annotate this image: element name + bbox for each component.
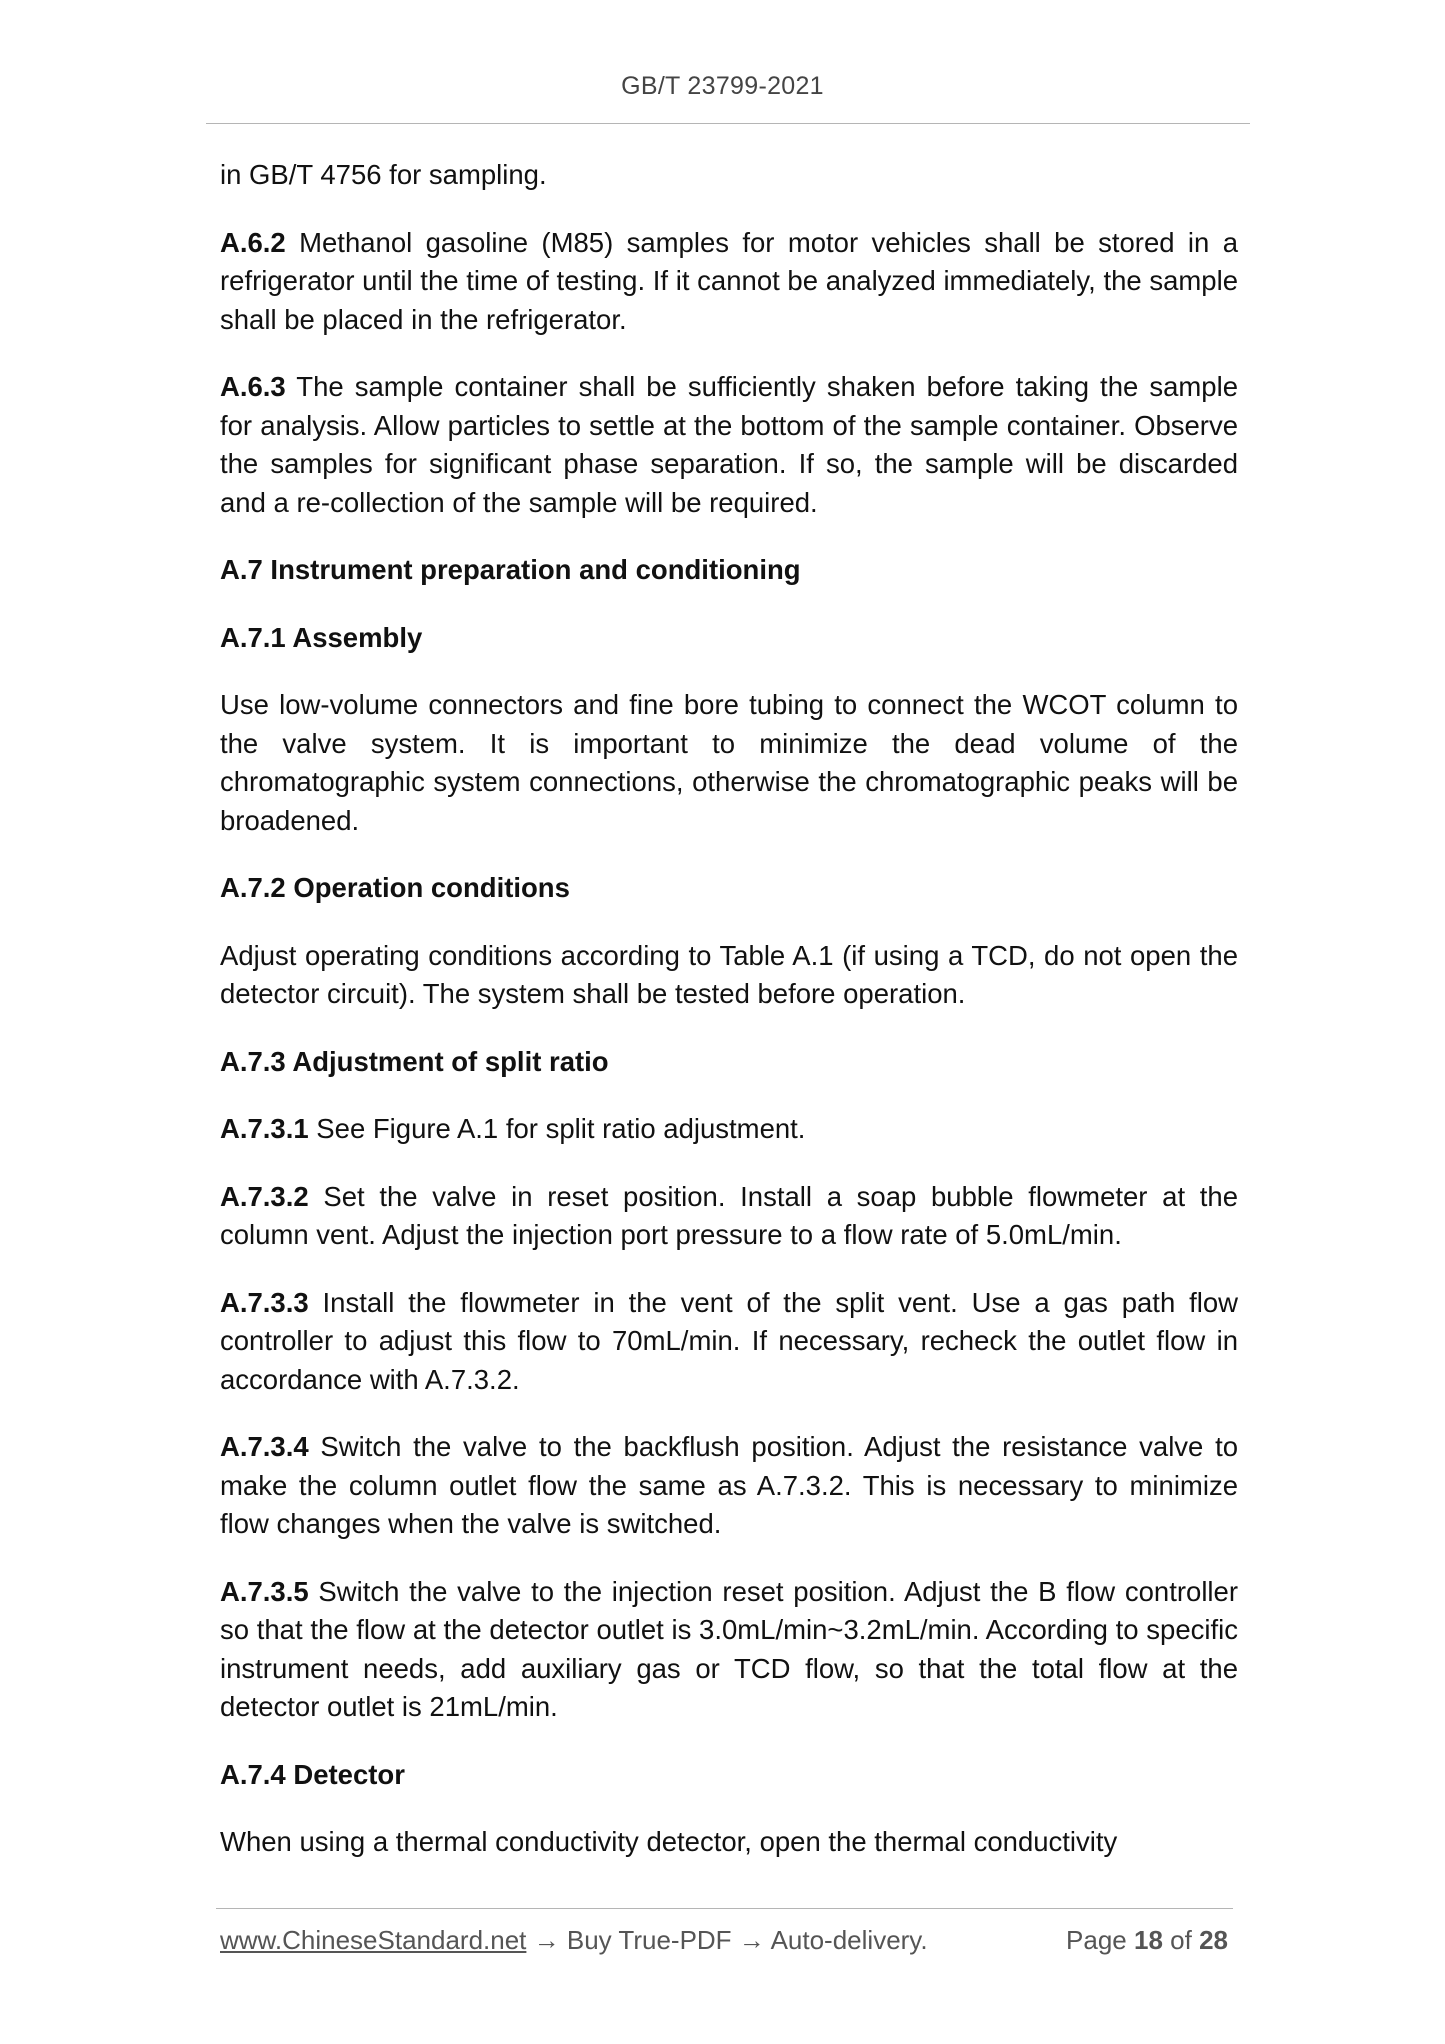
clause-number: A.7.3.5	[220, 1575, 309, 1607]
clause-a-7-3-1	[220, 1110, 1238, 1149]
page-indicator	[1066, 1925, 1228, 1956]
clause-number: A.7.3.2	[220, 1180, 309, 1212]
clause-text: The sample container shall be sufficiently shaken before taking the sample for analysis. Allow particles to settle at the bottom of the sample container. Observe the samples for significant phase separation. If so, the sample will be discarded and a re-collection of the sample will be required.	[220, 371, 1238, 518]
of-label: of	[1170, 1925, 1192, 1955]
clause-a-6-2	[220, 224, 1238, 340]
clause-a-7-3-5	[220, 1573, 1238, 1727]
clause-a-7-3-4	[220, 1428, 1238, 1544]
page-label: Page	[1066, 1925, 1127, 1955]
clause-text: Switch the valve to the injection reset position. Adjust the B flow controller so that the flow at the detector outlet is 3.0mL/min~3.2mL/min. According to specific instrument needs, add auxiliary gas or TCD flow, so that the total flow at the detector outlet is 21mL/min.	[220, 1575, 1238, 1722]
footer-promo	[220, 1925, 928, 1956]
total-pages-number: 28	[1199, 1925, 1228, 1955]
section-heading-a-7-1: A.7.1 Assembly	[220, 621, 423, 653]
clause-a-6-3	[220, 368, 1238, 522]
clause-text: See Figure A.1 for split ratio adjustment.	[308, 1113, 806, 1144]
paragraph-operation-conditions: Adjust operating conditions according to Table A.1 (if using a TCD, do not open the detector circuit). The system shall be tested before operation.	[220, 939, 1238, 1009]
clause-number: A.7.3.4	[220, 1431, 309, 1462]
clause-a-7-3-2	[220, 1178, 1238, 1255]
clause-a-7-3-3	[220, 1284, 1238, 1400]
section-heading-a-7-2: A.7.2 Operation conditions	[220, 872, 570, 903]
header-divider	[206, 123, 1250, 124]
clause-number: A.7.3.1	[220, 1113, 309, 1144]
clause-text: Set the valve in reset position. Install a soap bubble flowmeter at the column vent. Adjust the injection port pressure to a flow rate of 5.0mL/min.	[220, 1180, 1238, 1250]
clause-number: A.7.3.3	[220, 1286, 309, 1318]
footer-tagline: → Buy True-PDF → Auto-delivery.	[526, 1925, 928, 1955]
clause-text: Install the flowmeter in the vent of the split vent. Use a gas path flow controller to adjust this flow to 70mL/min. If necessary, recheck the outlet flow in accordance with A.7.3.2.	[220, 1286, 1238, 1395]
clause-number: A.6.3	[220, 371, 286, 402]
website-link[interactable]: www.ChineseStandard.net	[220, 1925, 527, 1955]
section-heading-a-7: A.7 Instrument preparation and conditioning	[220, 554, 801, 585]
section-heading-a-7-4: A.7.4 Detector	[220, 1758, 405, 1790]
clause-number: A.6.2	[220, 226, 286, 258]
section-heading-a-7-3: A.7.3 Adjustment of split ratio	[220, 1045, 609, 1077]
current-page-number: 18	[1134, 1925, 1163, 1955]
footer-divider	[216, 1908, 1233, 1909]
clause-text: Switch the valve to the backflush position. Adjust the resistance valve to make the column outlet flow the same as A.7.3.2. This is necessary to minimize flow changes when the valve is switched.	[220, 1431, 1238, 1539]
document-code-header: GB/T 23799-2021	[621, 72, 824, 100]
paragraph-detector: When using a thermal conductivity detector, open the thermal conductivity	[220, 1826, 1118, 1857]
paragraph-continued: in GB/T 4756 for sampling.	[220, 159, 547, 190]
paragraph-assembly: Use low-volume connectors and fine bore tubing to connect the WCOT column to the valve system. It is important to minimize the dead volume of the chromatographic system connections, otherwise the chromatographic peaks will be broadened.	[220, 689, 1238, 836]
clause-text: Methanol gasoline (M85) samples for motor vehicles shall be stored in a refrigerator until the time of testing. If it cannot be analyzed immediately, the sample shall be placed in the refrigerator.	[220, 226, 1238, 335]
page-content	[220, 156, 1238, 1891]
